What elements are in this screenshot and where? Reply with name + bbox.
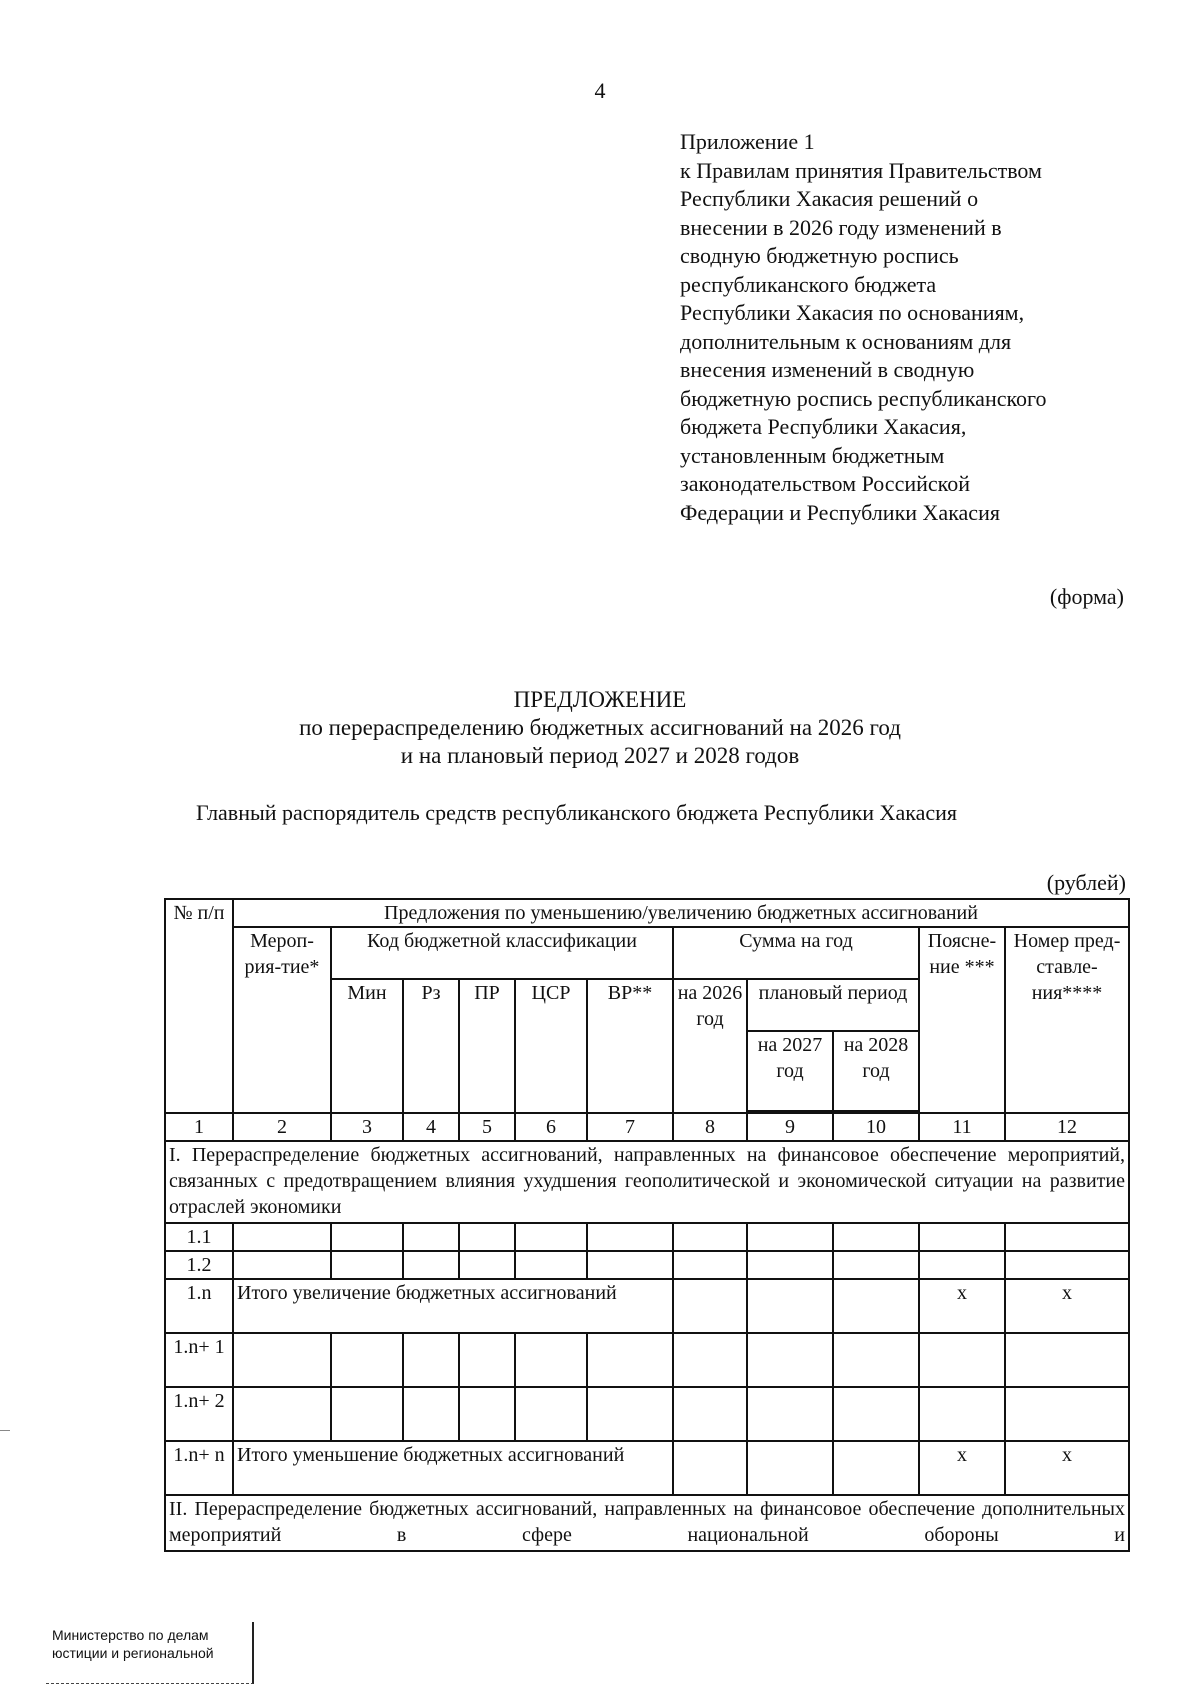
x-mark: х: [919, 1441, 1005, 1495]
table-row: [165, 1223, 1129, 1251]
table-row: [165, 1251, 1129, 1279]
col-number: 11: [919, 1113, 1005, 1141]
total-increase-label: Итого увеличение бюджетных ассигнований: [233, 1279, 673, 1333]
header-planned: плановый период: [747, 979, 919, 1031]
total-decrease-label: Итого уменьшение бюджетных ассигнований: [233, 1441, 673, 1495]
x-mark: х: [1005, 1279, 1129, 1333]
col-number: 5: [459, 1113, 515, 1141]
row-number: 1.n: [165, 1279, 233, 1333]
table-row: [165, 1279, 1129, 1333]
annex-line: внесении в 2026 году изменений в: [680, 214, 1002, 240]
header-proposals: Предложения по уменьшению/увеличению бюджетных ассигнований: [233, 899, 1129, 927]
header-2027: на 2027 год: [747, 1031, 833, 1111]
col-number: 9: [747, 1113, 833, 1141]
header-num: № п/п: [165, 899, 233, 1113]
annex-line: дополнительным к основаниям для: [680, 328, 1012, 354]
x-mark: х: [919, 1279, 1005, 1333]
header-explanation: Поясне-ние ***: [919, 927, 1005, 1113]
table-row: [165, 1333, 1129, 1387]
margin-tick: [0, 1430, 10, 1431]
header-rz: Рз: [403, 979, 459, 1113]
header-sum: Сумма на год: [673, 927, 919, 979]
annex-block: [680, 128, 1160, 527]
col-number: 10: [833, 1113, 919, 1141]
row-number: 1.n+ 1: [165, 1333, 233, 1387]
annex-line: бюджета Республики Хакасия,: [680, 414, 967, 439]
header-2028: на 2028 год: [833, 1031, 919, 1111]
header-csr: ЦСР: [515, 979, 587, 1113]
annex-line: Приложение 1: [680, 129, 815, 154]
annex-line: законодательством Российской: [680, 471, 970, 496]
proposal-table: [164, 898, 1130, 1552]
header-pr: ПР: [459, 979, 515, 1113]
header-2026: на 2026 год: [673, 979, 747, 1113]
page-number: 4: [594, 78, 606, 103]
header-submission: Номер пред-ставле-ния****: [1005, 927, 1129, 1113]
title-line: и на плановый период 2027 и 2028 годов: [400, 743, 800, 768]
row-number: 1.2: [165, 1251, 233, 1279]
table-row: [165, 1387, 1129, 1441]
annex-line: бюджетную роспись республиканского: [680, 385, 1047, 411]
annex-line: Федерации и Республики Хакасия: [680, 499, 1000, 525]
annex-line: Республики Хакасия решений о: [680, 186, 979, 211]
col-number: 12: [1005, 1113, 1129, 1141]
header-min: Мин: [331, 979, 403, 1113]
col-number: 8: [673, 1113, 747, 1141]
col-number: 3: [331, 1113, 403, 1141]
units-label: (рублей): [1046, 870, 1126, 895]
row-number: 1.n+ n: [165, 1441, 233, 1495]
stamp-line: юстиции и региональной: [52, 1645, 214, 1661]
row-number: 1.1: [165, 1223, 233, 1251]
col-number: 2: [233, 1113, 331, 1141]
col-number: 1: [165, 1113, 233, 1141]
document-title: [0, 686, 1200, 770]
title-heading: ПРЕДЛОЖЕНИЕ: [513, 687, 687, 712]
col-number: 7: [587, 1113, 673, 1141]
annex-line: к Правилам принятия Правительством: [680, 157, 1042, 183]
col-number: 4: [403, 1113, 459, 1141]
header-measure: Мероп-рия-тие*: [233, 927, 331, 1113]
header-vr: ВР**: [587, 979, 673, 1113]
table-row: [165, 1441, 1129, 1495]
registration-stamp: [46, 1622, 254, 1684]
section-2-header: II. Перераспределение бюджетных ассигнований, направленных на финансовое обеспечение дополнительных мероприятий в сфере национальной обороны и: [165, 1495, 1129, 1551]
annex-line: внесения изменений в сводную: [680, 357, 975, 382]
stamp-line: Министерство по делам: [52, 1627, 209, 1643]
main-manager-line: Главный распорядитель средств республиканского бюджета Республики Хакасия: [196, 800, 957, 825]
col-number: 6: [515, 1113, 587, 1141]
header-kbk: Код бюджетной классификации: [331, 927, 673, 979]
annex-line: сводную бюджетную роспись: [680, 243, 959, 268]
form-note: (форма): [1049, 584, 1124, 609]
annex-line: республиканского бюджета: [680, 271, 937, 297]
row-number: 1.n+ 2: [165, 1387, 233, 1441]
title-line: по перераспределению бюджетных ассигнований на 2026 год: [299, 715, 901, 740]
annex-line: установленным бюджетным: [680, 442, 945, 468]
annex-line: Республики Хакасия по основаниям,: [680, 300, 1025, 325]
section-1-header: I. Перераспределение бюджетных ассигнований, направленных на финансовое обеспечение мероприятий, связанных с предотвращением влияния ухудшения геополитической и экономической ситуации на развитие отраслей экономики: [165, 1141, 1129, 1223]
x-mark: х: [1005, 1441, 1129, 1495]
